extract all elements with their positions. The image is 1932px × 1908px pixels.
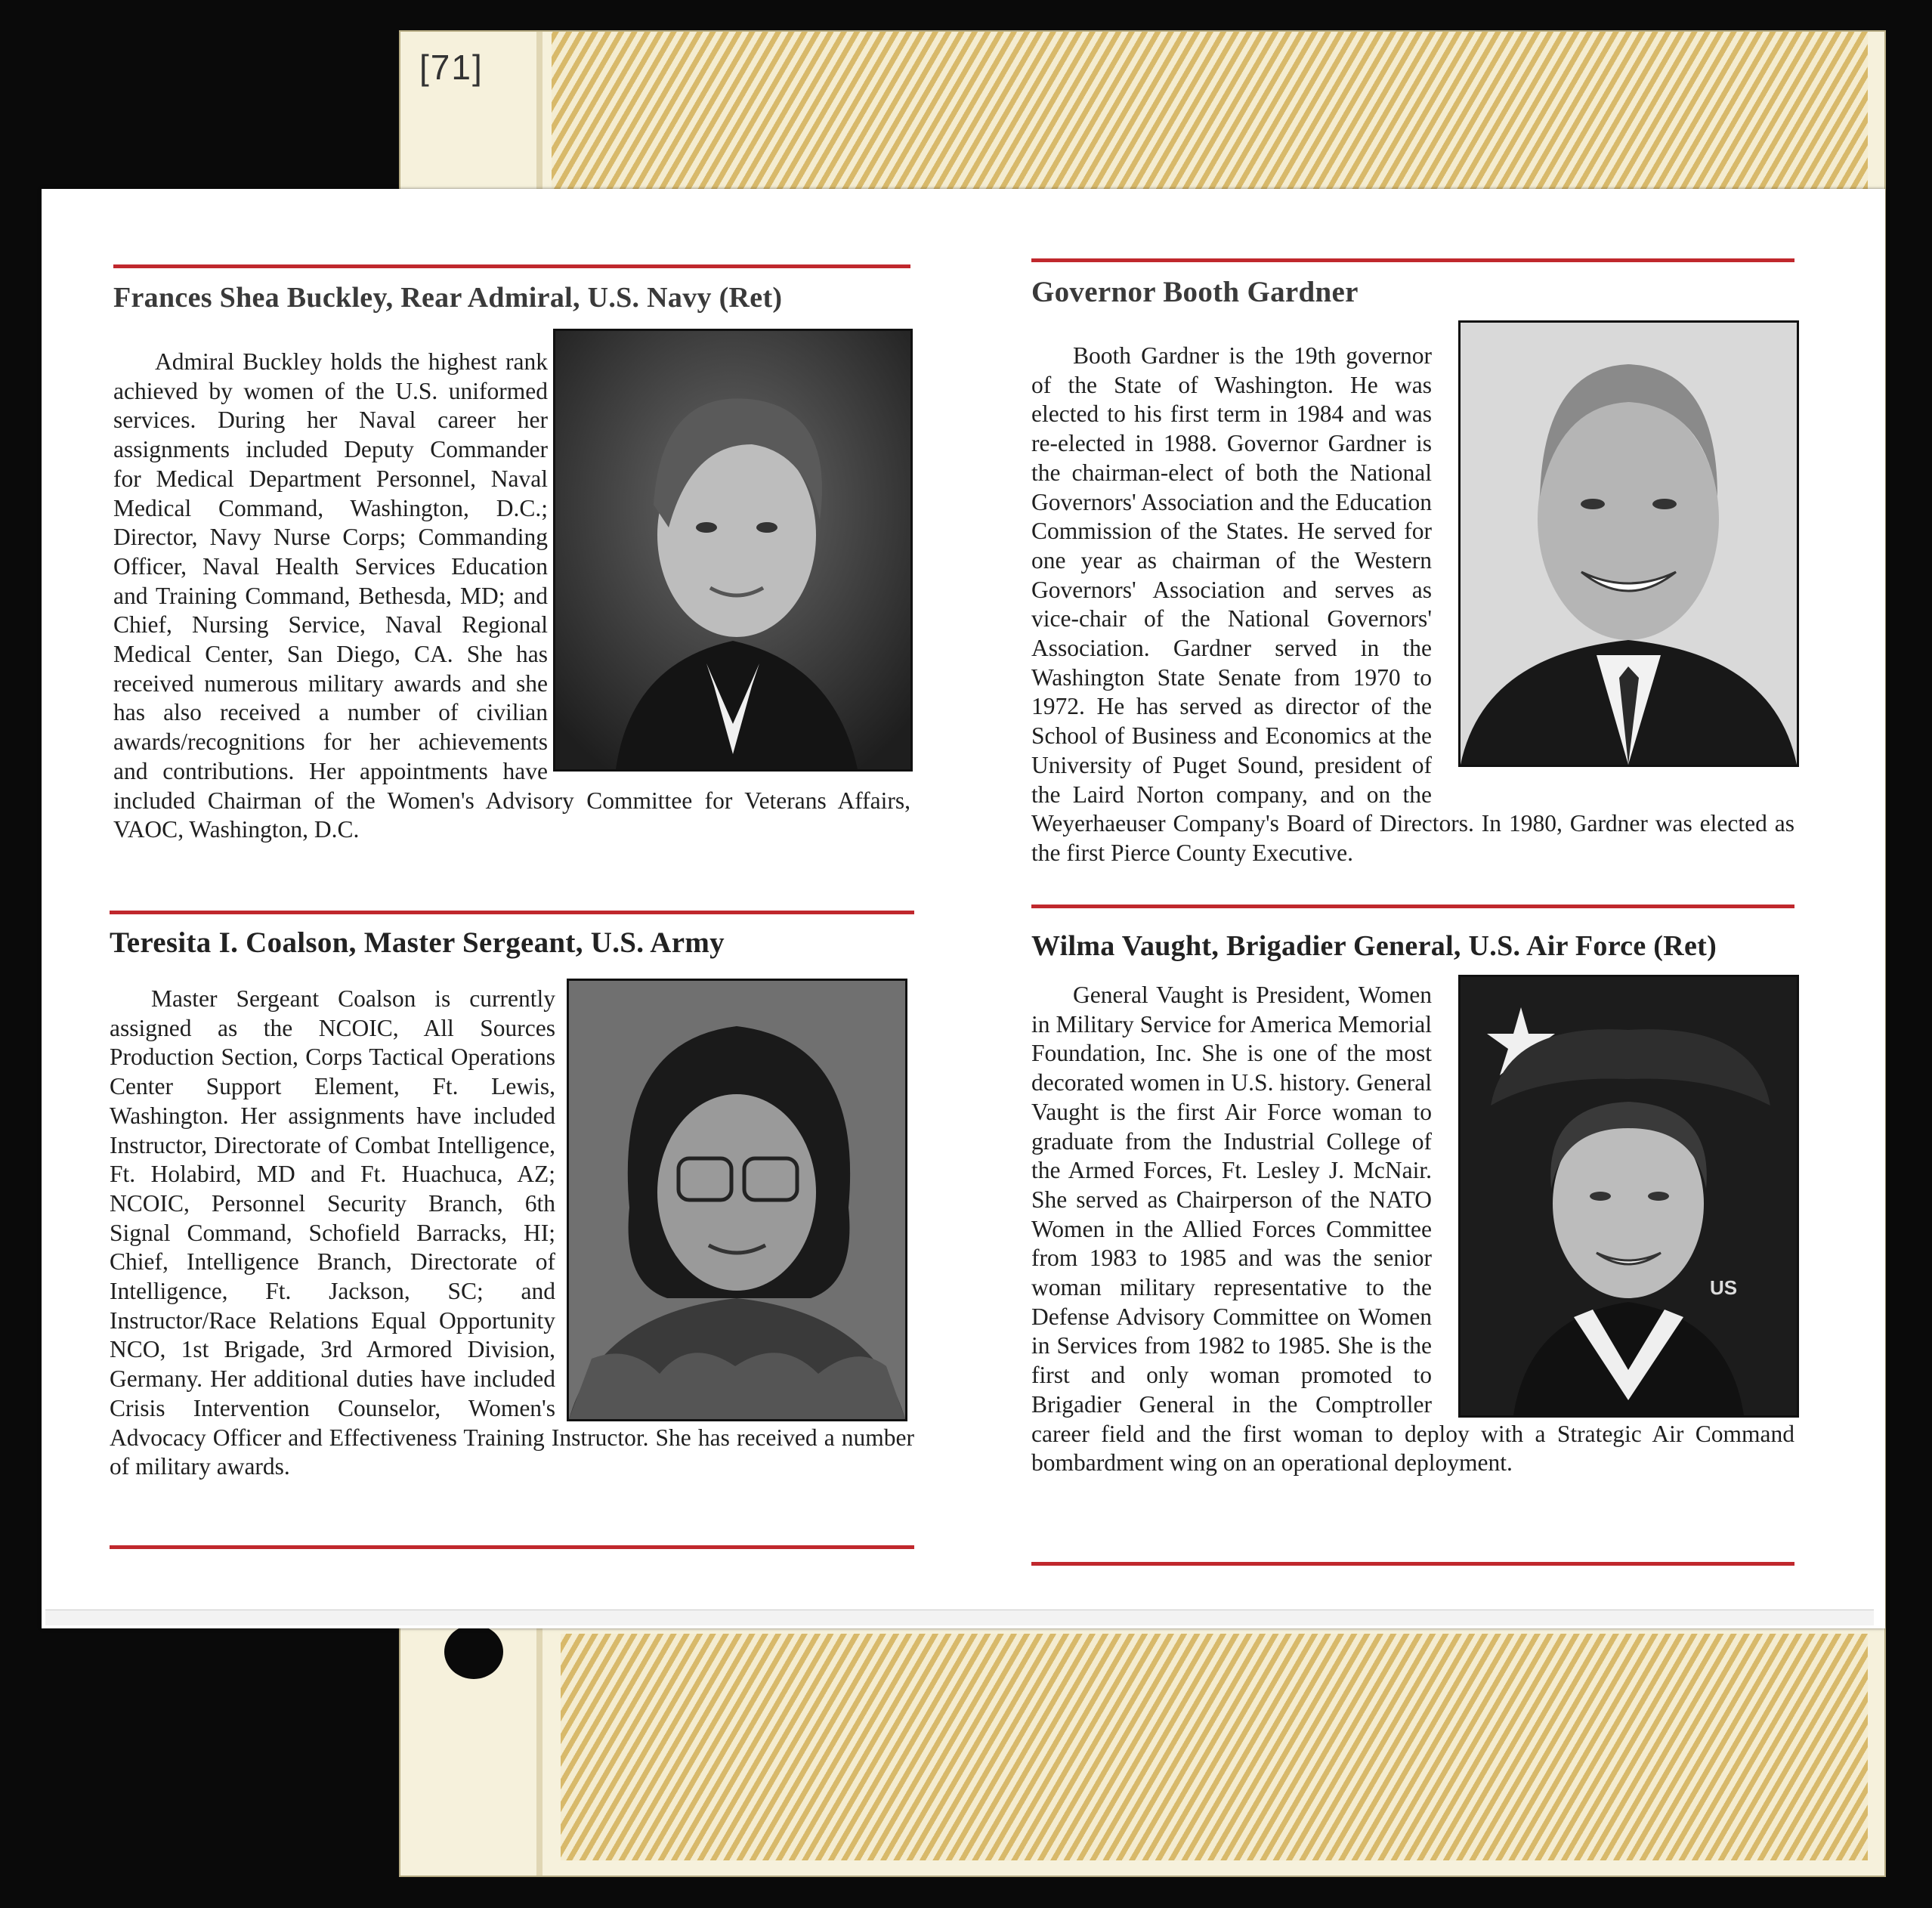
handwritten-page-number: [71] bbox=[419, 48, 484, 87]
profile-coalson bbox=[110, 911, 914, 1549]
profile-bio bbox=[1031, 981, 1794, 1478]
rule-top bbox=[110, 911, 914, 914]
profile-gardner bbox=[1031, 258, 1794, 908]
profile-bio bbox=[113, 348, 910, 845]
striped-backing-top bbox=[552, 32, 1868, 190]
profile-heading: Governor Booth Gardner bbox=[1031, 276, 1359, 308]
bio-text: Admiral Buckley holds the highest rank achieved by women of the U.S. uniformed services. During her Naval career her assignments included Deputy Commander for Medical Department Personnel, Naval Medical Command, Washington, D.C.; Director, Navy Nurse Corps; Commanding Officer, Naval Health Services Education and Training Command, Bethesda, MD; and Chief, Nursing Service, Naval Regional Medical Center, San Diego, CA. She has received numerous military awards and she has also received a number of civilian awards/recognitions for her achievements and contributions. Her appointments have included Chairman of the Women's Advisory Committee for Veterans Affairs, VAOC, Washington, D.C. bbox=[113, 348, 910, 843]
profile-heading: Frances Shea Buckley, Rear Admiral, U.S. Navy (Ret) bbox=[113, 282, 783, 314]
profile-heading: Teresita I. Coalson, Master Sergeant, U.S. Army bbox=[110, 926, 725, 959]
bio-text: Master Sergeant Coalson is currently assigned as the NCOIC, All Sources Production Section, Corps Tactical Operations Center Support Element, Ft. Lewis, Washington. Her assignments have included Instructor, Directorate of Combat Intelligence, Ft. Holabird, MD and Ft. Huachuca, AZ; NCOIC, Personnel Security Branch, 6th Signal Command, Schofield Barracks, HI; Chief, Intelligence Branch, Directorate of Intelligence, Ft. Jackson, SC; and Instructor/Race Relations Equal Opportunity NCO, 1st Brigade, 3rd Armored Division, Germany. Her additional duties have included Crisis Intervention Counselor, Women's Advocacy Officer and Effectiveness Training Instructor. She has received a number of military awards. bbox=[110, 985, 914, 1480]
rule-top bbox=[113, 264, 910, 268]
rule-bottom bbox=[1031, 1562, 1794, 1566]
bio-text: Booth Gardner is the 19th governor of the State of Washington. He was elected to his first term in 1984 and was re-elected in 1988. Governor Gardner is the chairman-elect of both the National Governors' Association and the Education Commission of the States. He served for one year as chairman of the Western Governors' Association and serves as vice-chair of the National Governors' Association. Gardner served in the Washington State Senate from 1970 to 1972. He has served as director of the School of Business and Economics at the University of Puget Sound, president of the Laird Norton company, and on the Weyerhaeuser Company's Board of Directors. In 1980, Gardner was elected as the first Pierce County Executive. bbox=[1031, 342, 1794, 866]
profile-heading: Wilma Vaught, Brigadier General, U.S. Air Force (Ret) bbox=[1031, 930, 1717, 962]
sheet-edge bbox=[45, 1610, 1874, 1625]
rule-bottom bbox=[110, 1545, 914, 1549]
profile-bio bbox=[110, 985, 914, 1482]
profile-buckley bbox=[113, 264, 910, 899]
profile-bio bbox=[1031, 342, 1794, 868]
printed-sheet bbox=[42, 189, 1885, 1628]
rule-bottom bbox=[1031, 905, 1794, 908]
striped-backing-bottom bbox=[561, 1634, 1868, 1860]
uniform-insignia: US bbox=[1710, 1276, 1738, 1299]
rule-top bbox=[1031, 258, 1794, 262]
bio-text: General Vaught is President, Women in Military Service for America Memorial Foundation, Inc. She is one of the most decorated women in U.S. history. General Vaught is the first Air Force woman to graduate from the Industrial College of the Armed Forces, Ft. Lesley J. McNair. She served as Chairperson of the NATO Women in the Allied Forces Committee from 1983 to 1985 and was the senior woman military representative to the Defense Advisory Committee on Women in Services from 1982 to 1985. She is the first and only woman promoted to Brigadier General in the Comptroller career field and the first woman to deploy with a Strategic Air Command bombardment wing on an operational deployment. bbox=[1031, 982, 1794, 1477]
binder-hole bbox=[444, 1625, 503, 1679]
profile-vaught bbox=[1031, 929, 1794, 1557]
